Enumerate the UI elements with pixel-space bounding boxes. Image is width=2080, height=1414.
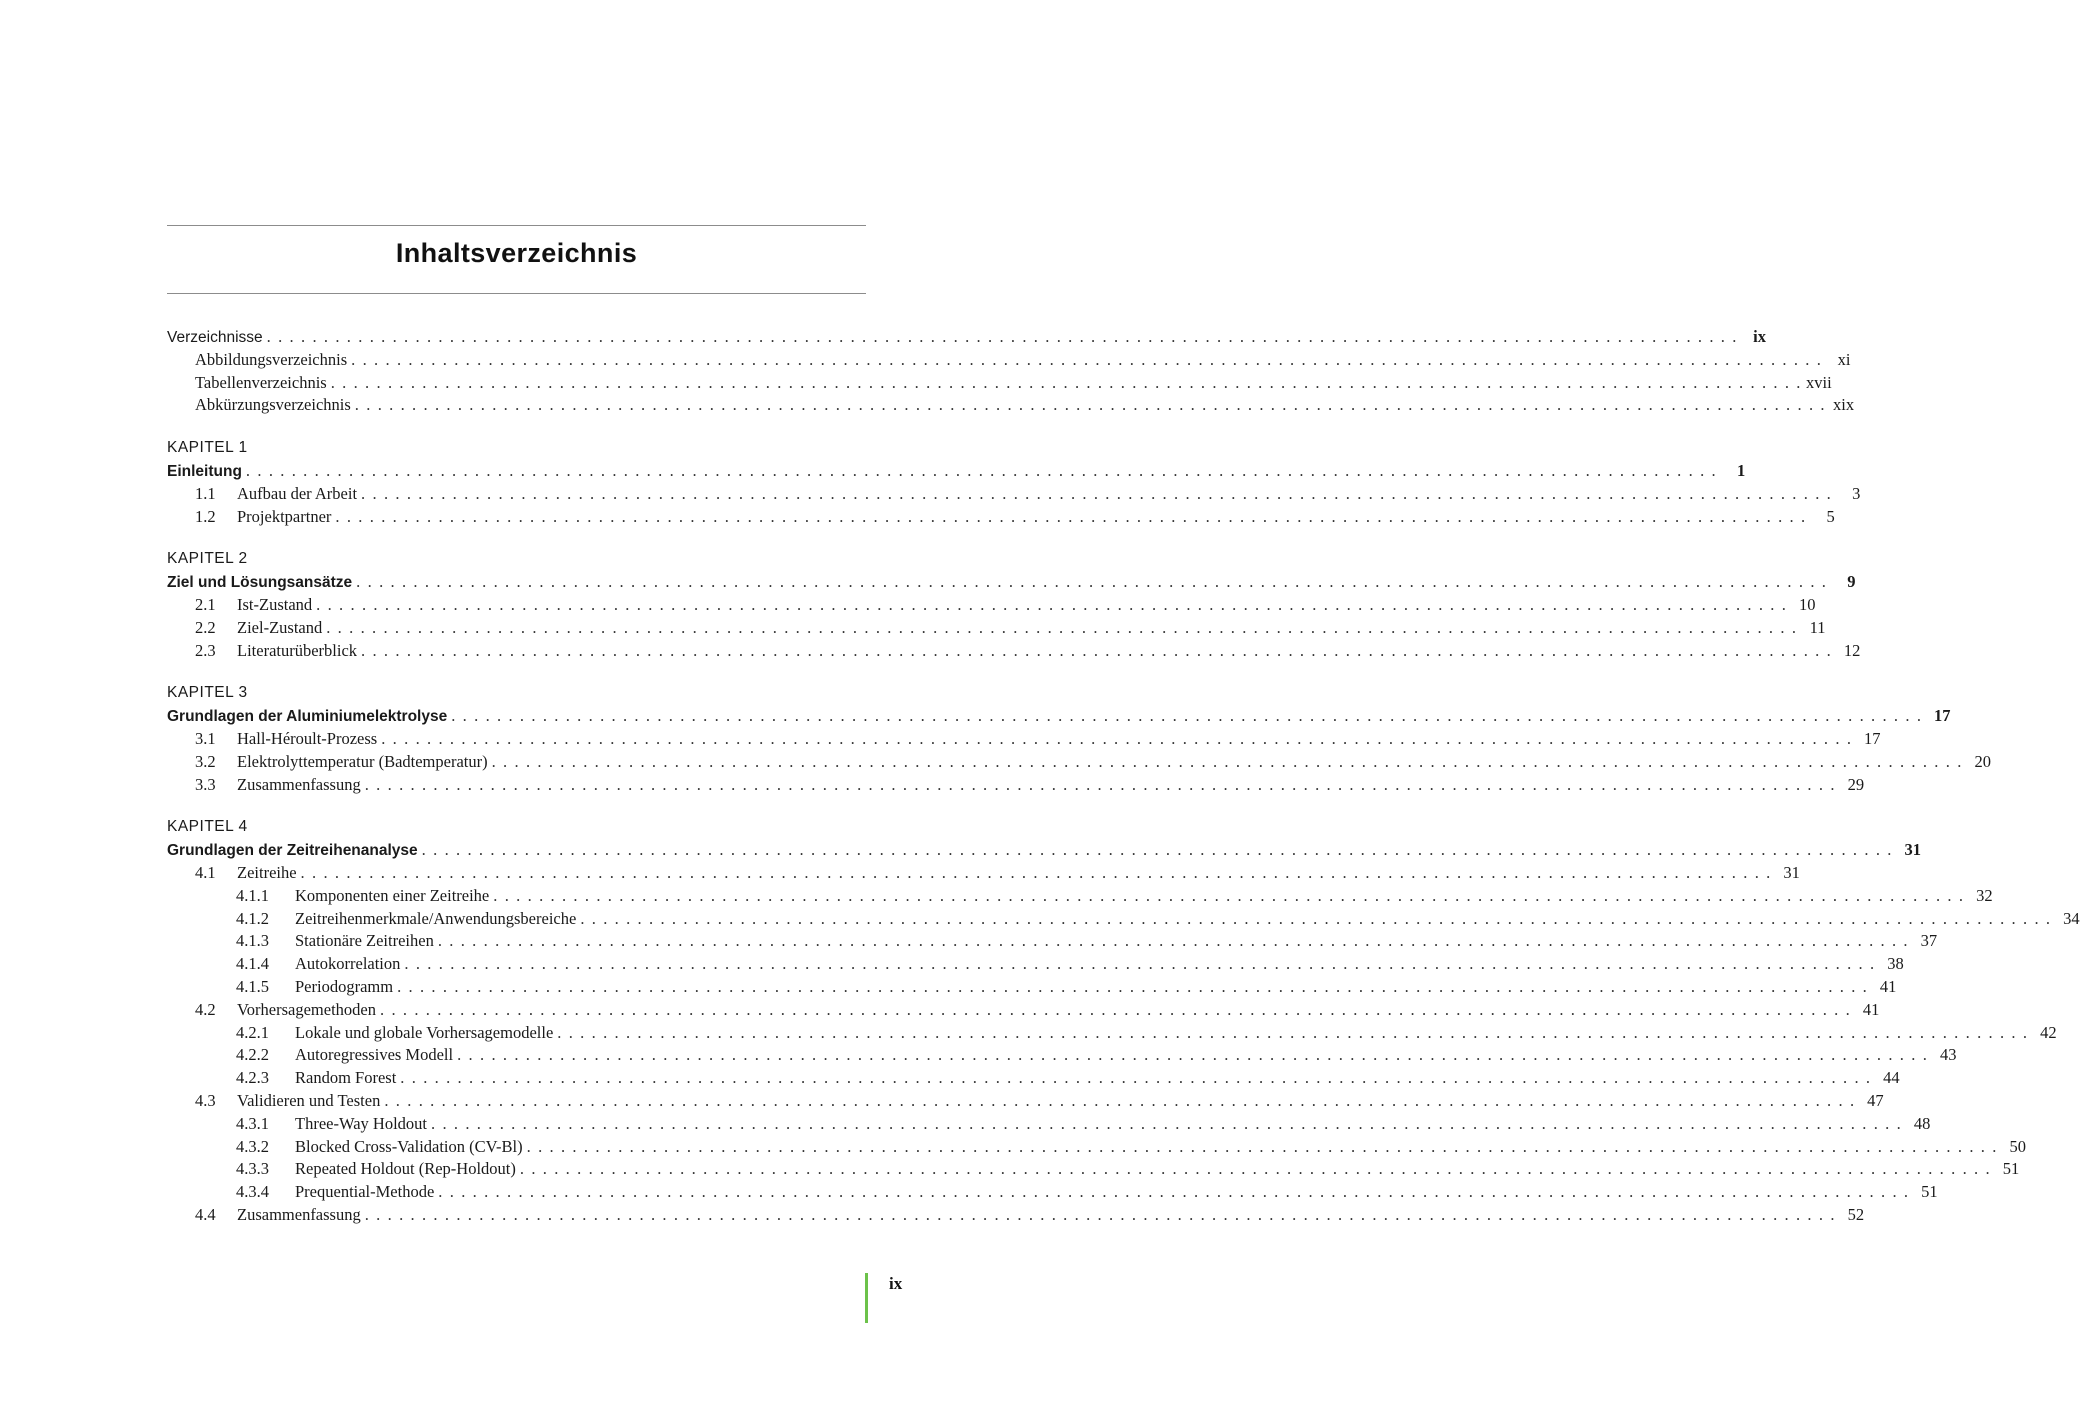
toc-entry-page: xix <box>1833 395 1855 415</box>
dot-leader: . . . . . . . . . . . . . . . . . . . . . . . . . . . . . . . . . . . . . . . . . . . . . . . . . . . . . . . . . . . . . . . . . . . . . . . . . . . . . . . . . . . . . . . . . . . . . . . . . . . . . . . . . . . . . . . . . . . . . . . . . . . . . . . . . <box>519 1159 1992 1179</box>
toc-entry-title: Komponenten einer Zeitreihe <box>295 885 490 905</box>
toc-entry-section[interactable] <box>167 1113 1931 1136</box>
dot-leader: . . . . . . . . . . . . . . . . . . . . . . . . . . . . . . . . . . . . . . . . . . . . . . . . . . . . . . . . . . . . . . . . . . . . . . . . . . . . . . . . . . . . . . . . . . . . . . . . . . . . . . . . . . . . . . . . . . . . . . . . . . . . . . . . . <box>300 862 1772 882</box>
toc-entry-page: 38 <box>1887 954 1904 974</box>
toc-entry-chapter[interactable] <box>167 705 1951 728</box>
toc-entry-section[interactable] <box>167 1067 1900 1090</box>
page-title: Inhaltsverzeichnis <box>395 238 638 268</box>
toc-entry-number: 4.2.1 <box>236 1022 269 1042</box>
toc-entry-page: 43 <box>1939 1045 1957 1065</box>
toc-entry-front-matter[interactable] <box>167 372 1832 395</box>
toc-entry-section[interactable] <box>167 617 1826 640</box>
dot-leader: . . . . . . . . . . . . . . . . . . . . . . . . . . . . . . . . . . . . . . . . . . . . . . . . . . . . . . . . . . . . . . . . . . . . . . . . . . . . . . . . . . . . . . . . . . . . . . . . . . . . . . . . . . . . . . . . . . . . . . . . . . . . . . . . . <box>384 1090 1856 1110</box>
dot-leader: . . . . . . . . . . . . . . . . . . . . . . . . . . . . . . . . . . . . . . . . . . . . . . . . . . . . . . . . . . . . . . . . . . . . . . . . . . . . . . . . . . . . . . . . . . . . . . . . . . . . . . . . . . . . . . . . . . . . . . . . . . . . . . . . . <box>381 728 1853 748</box>
toc-entry-page: 44 <box>1883 1068 1900 1088</box>
toc-entry-front-matter[interactable] <box>167 394 1855 417</box>
toc-entry-section[interactable] <box>167 953 1904 976</box>
dot-leader: . . . . . . . . . . . . . . . . . . . . . . . . . . . . . . . . . . . . . . . . . . . . . . . . . . . . . . . . . . . . . . . . . . . . . . . . . . . . . . . . . . . . . . . . . . . . . . . . . . . . . . . . . . . . . . . . . . . . . . . . . . . . . . . . . <box>361 640 1833 660</box>
toc-entry-section[interactable] <box>167 999 1880 1022</box>
dot-leader: . . . . . . . . . . . . . . . . . . . . . . . . . . . . . . . . . . . . . . . . . . . . . . . . . . . . . . . . . . . . . . . . . . . . . . . . . . . . . . . . . . . . . . . . . . . . . . . . . . . . . . . . . . . . . . . . . . . . . . . . . . . . . . . . . <box>326 617 1798 637</box>
toc-entry-title: Literaturüberblick <box>237 640 358 660</box>
dot-leader: . . . . . . . . . . . . . . . . . . . . . . . . . . . . . . . . . . . . . . . . . . . . . . . . . . . . . . . . . . . . . . . . . . . . . . . . . . . . . . . . . . . . . . . . . . . . . . . . . . . . . . . . . . . . . . . . . . . . . . . . . . . . . . . . . <box>351 349 1823 369</box>
toc-entry-page: 47 <box>1867 1090 1884 1110</box>
toc-entry-section[interactable] <box>167 908 2080 931</box>
toc-entry-number: 3.1 <box>195 728 216 748</box>
toc-entry-section[interactable] <box>167 1204 1865 1227</box>
toc-entry-section[interactable] <box>167 885 1993 908</box>
chapter-label: KAPITEL 1 <box>167 439 248 457</box>
dot-leader: . . . . . . . . . . . . . . . . . . . . . . . . . . . . . . . . . . . . . . . . . . . . . . . . . . . . . . . . . . . . . . . . . . . . . . . . . . . . . . . . . . . . . . . . . . . . . . . . . . . . . . . . . . . . . . . . . . . . . . . . . . . . . . . . . <box>245 460 1718 480</box>
chapter-page: 17 <box>1934 706 1951 726</box>
toc-entry-page: 34 <box>2063 908 2080 928</box>
toc-entry-page: 32 <box>1976 885 1993 905</box>
dot-leader: . . . . . . . . . . . . . . . . . . . . . . . . . . . . . . . . . . . . . . . . . . . . . . . . . . . . . . . . . . . . . . . . . . . . . . . . . . . . . . . . . . . . . . . . . . . . . . . . . . . . . . . . . . . . . . . . . . . . . . . . . . . . . . . . . <box>438 1182 1910 1202</box>
toc-entry-page: 50 <box>2009 1136 2026 1156</box>
toc-entry-title: Abkürzungsverzeichnis <box>195 395 351 415</box>
toc-entry-page: 29 <box>1847 774 1865 794</box>
toc-entry-number: 2.3 <box>195 640 216 660</box>
dot-leader: . . . . . . . . . . . . . . . . . . . . . . . . . . . . . . . . . . . . . . . . . . . . . . . . . . . . . . . . . . . . . . . . . . . . . . . . . . . . . . . . . . . . . . . . . . . . . . . . . . . . . . . . . . . . . . . . . . . . . . . . . . . . . . . . . <box>404 954 1876 974</box>
dot-leader: . . . . . . . . . . . . . . . . . . . . . . . . . . . . . . . . . . . . . . . . . . . . . . . . . . . . . . . . . . . . . . . . . . . . . . . . . . . . . . . . . . . . . . . . . . . . . . . . . . . . . . . . . . . . . . . . . . . . . . . . . . . . . . . . . <box>491 751 1963 771</box>
dot-leader: . . . . . . . . . . . . . . . . . . . . . . . . . . . . . . . . . . . . . . . . . . . . . . . . . . . . . . . . . . . . . . . . . . . . . . . . . . . . . . . . . . . . . . . . . . . . . . . . . . . . . . . . . . . . . . . . . . . . . . . . . . . . . . . . . <box>431 1113 1903 1133</box>
toc-entry-section[interactable] <box>167 728 1881 751</box>
toc-entry-section[interactable] <box>167 640 1861 663</box>
chapter-page: 1 <box>1737 460 1746 480</box>
title-rule-bottom <box>167 293 866 294</box>
dot-leader: . . . . . . . . . . . . . . . . . . . . . . . . . . . . . . . . . . . . . . . . . . . . . . . . . . . . . . . . . . . . . . . . . . . . . . . . . . . . . . . . . . . . . . . . . . . . . . . . . . . . . . . . . . . . . . . . . . . . . . . . . . . . . . . . . <box>397 976 1869 996</box>
dot-leader: . . . . . . . . . . . . . . . . . . . . . . . . . . . . . . . . . . . . . . . . . . . . . . . . . . . . . . . . . . . . . . . . . . . . . . . . . . . . . . . . . . . . . . . . . . . . . . . . . . . . . . . . . . . . . . . . . . . . . . . . . . . . . . . . . <box>354 395 1827 415</box>
toc-entry-title: Elektrolyttemperatur (Badtemperatur) <box>237 751 488 771</box>
toc-entry-section[interactable] <box>167 976 1897 999</box>
toc-entry-number: 2.2 <box>195 617 216 637</box>
toc-entry-title: Ist-Zustand <box>237 594 313 614</box>
toc-entry-chapter[interactable] <box>167 460 1746 483</box>
toc-entry-page: 12 <box>1843 640 1861 660</box>
toc-entry-title: Periodogramm <box>295 976 394 996</box>
toc-entry-title: Prequential-Methode <box>295 1182 435 1202</box>
toc-entry-page: 11 <box>1809 617 1826 637</box>
toc-entry-section[interactable] <box>167 1136 2026 1159</box>
dot-leader: . . . . . . . . . . . . . . . . . . . . . . . . . . . . . . . . . . . . . . . . . . . . . . . . . . . . . . . . . . . . . . . . . . . . . . . . . . . . . . . . . . . . . . . . . . . . . . . . . . . . . . . . . . . . . . . . . . . . . . . . . . . . . . . . . <box>526 1136 1998 1156</box>
dot-leader: . . . . . . . . . . . . . . . . . . . . . . . . . . . . . . . . . . . . . . . . . . . . . . . . . . . . . . . . . . . . . . . . . . . . . . . . . . . . . . . . . . . . . . . . . . . . . . . . . . . . . . . . . . . . . . . . . . . . . . . . . . . . . . . . . <box>451 706 1923 726</box>
toc-entry-front-matter[interactable] <box>167 349 1851 372</box>
toc-entry-number: 4.1 <box>195 862 216 882</box>
page-number: ix <box>889 1274 903 1293</box>
toc-entry-number: 4.4 <box>195 1204 216 1224</box>
dot-leader: . . . . . . . . . . . . . . . . . . . . . . . . . . . . . . . . . . . . . . . . . . . . . . . . . . . . . . . . . . . . . . . . . . . . . . . . . . . . . . . . . . . . . . . . . . . . . . . . . . . . . . . . . . . . . . . . . . . . . . . . . . . . . . . . . <box>421 840 1893 860</box>
chapter-title: Ziel und Lösungsansätze <box>167 574 353 592</box>
title-rule-top <box>167 225 866 226</box>
dot-leader: . . . . . . . . . . . . . . . . . . . . . . . . . . . . . . . . . . . . . . . . . . . . . . . . . . . . . . . . . . . . . . . . . . . . . . . . . . . . . . . . . . . . . . . . . . . . . . . . . . . . . . . . . . . . . . . . . . . . . . . . . . . . . . . . . <box>437 931 1910 951</box>
chapter-page: 9 <box>1847 572 1856 592</box>
toc-entry-number: 4.3.2 <box>236 1136 269 1156</box>
toc-entry-title: Validieren und Testen <box>237 1090 381 1110</box>
dot-leader: . . . . . . . . . . . . . . . . . . . . . . . . . . . . . . . . . . . . . . . . . . . . . . . . . . . . . . . . . . . . . . . . . . . . . . . . . . . . . . . . . . . . . . . . . . . . . . . . . . . . . . . . . . . . . . . . . . . . . . . . . . . . . . . . . <box>266 327 1738 346</box>
toc-entry-title: Vorhersagemethoden <box>237 999 376 1019</box>
page-number-bar <box>865 1273 868 1323</box>
toc-entry-page: 51 <box>1921 1182 1938 1202</box>
dot-leader: . . . . . . . . . . . . . . . . . . . . . . . . . . . . . . . . . . . . . . . . . . . . . . . . . . . . . . . . . . . . . . . . . . . . . . . . . . . . . . . . . . . . . . . . . . . . . . . . . . . . . . . . . . . . . . . . . . . . . . . . . . . . . . . . . <box>330 372 1803 392</box>
dot-leader: . . . . . . . . . . . . . . . . . . . . . . . . . . . . . . . . . . . . . . . . . . . . . . . . . . . . . . . . . . . . . . . . . . . . . . . . . . . . . . . . . . . . . . . . . . . . . . . . . . . . . . . . . . . . . . . . . . . . . . . . . . . . . . . . . <box>400 1068 1872 1088</box>
toc-entry-page: 10 <box>1798 594 1816 614</box>
dot-leader: . . . . . . . . . . . . . . . . . . . . . . . . . . . . . . . . . . . . . . . . . . . . . . . . . . . . . . . . . . . . . . . . . . . . . . . . . . . . . . . . . . . . . . . . . . . . . . . . . . . . . . . . . . . . . . . . . . . . . . . . . . . . . . . . . <box>364 1204 1837 1224</box>
toc-entry-number: 4.1.2 <box>236 908 269 928</box>
toc-entry-number: 1.1 <box>195 483 216 503</box>
chapter-title: Einleitung <box>167 462 242 480</box>
toc-entry-page: 51 <box>2002 1159 2020 1179</box>
chapter-title: Grundlagen der Zeitreihenanalyse <box>167 842 418 860</box>
toc-entry-section[interactable] <box>167 751 1991 774</box>
dot-leader: . . . . . . . . . . . . . . . . . . . . . . . . . . . . . . . . . . . . . . . . . . . . . . . . . . . . . . . . . . . . . . . . . . . . . . . . . . . . . . . . . . . . . . . . . . . . . . . . . . . . . . . . . . . . . . . . . . . . . . . . . . . . . . . . . <box>356 572 1828 592</box>
toc-entry-title: Random Forest <box>295 1068 397 1088</box>
chapter-label: KAPITEL 3 <box>167 684 248 702</box>
toc-entry-title: Blocked Cross-Validation (CV-Bl) <box>295 1136 523 1156</box>
toc-entry-number: 4.2 <box>195 999 216 1019</box>
toc-entry-title: Zeitreihenmerkmale/Anwendungsbereiche <box>295 908 577 928</box>
toc-entry-page: 42 <box>2040 1022 2057 1042</box>
toc-entry-number: 4.1.1 <box>236 885 269 905</box>
toc-entry-page: 17 <box>1864 728 1881 748</box>
toc-entry-title: Abbildungsverzeichnis <box>195 349 348 369</box>
toc-entry-section[interactable] <box>167 862 1800 885</box>
toc-entry-section[interactable] <box>167 1158 2020 1181</box>
toc-entry-section[interactable] <box>167 1022 2057 1045</box>
dot-leader: . . . . . . . . . . . . . . . . . . . . . . . . . . . . . . . . . . . . . . . . . . . . . . . . . . . . . . . . . . . . . . . . . . . . . . . . . . . . . . . . . . . . . . . . . . . . . . . . . . . . . . . . . . . . . . . . . . . . . . . . . . . . . . . . . <box>380 999 1852 1019</box>
toc-entry-title: Zusammenfassung <box>237 774 361 794</box>
toc-entry-title: Hall-Héroult-Prozess <box>237 728 378 748</box>
toc-entry-title: Zeitreihe <box>237 862 297 882</box>
toc-entry-page: xi <box>1837 349 1851 369</box>
toc-entry-number: 4.2.2 <box>236 1045 269 1065</box>
dot-leader: . . . . . . . . . . . . . . . . . . . . . . . . . . . . . . . . . . . . . . . . . . . . . . . . . . . . . . . . . . . . . . . . . . . . . . . . . . . . . . . . . . . . . . . . . . . . . . . . . . . . . . . . . . . . . . . . . . . . . . . . . . . . . . . . . <box>364 774 1837 794</box>
toc-entry-chapter[interactable] <box>167 839 1921 862</box>
toc-entry-page: 5 <box>1826 506 1835 526</box>
toc-entry-title: Autokorrelation <box>295 954 401 974</box>
toc-entry-page: xvii <box>1806 372 1832 392</box>
dot-leader: . . . . . . . . . . . . . . . . . . . . . . . . . . . . . . . . . . . . . . . . . . . . . . . . . . . . . . . . . . . . . . . . . . . . . . . . . . . . . . . . . . . . . . . . . . . . . . . . . . . . . . . . . . . . . . . . . . . . . . . . . . . . . . . . . <box>493 885 1965 905</box>
toc-entry-number: 4.1.3 <box>236 931 269 951</box>
toc-entry-number: 4.3.1 <box>236 1113 269 1133</box>
toc-entry-number: 2.1 <box>195 594 216 614</box>
toc-entry-title: Stationäre Zeitreihen <box>295 931 434 951</box>
toc-entry-number: 4.3 <box>195 1090 216 1110</box>
toc-entry-section[interactable] <box>167 1044 1957 1067</box>
toc-entry-number: 4.1.5 <box>236 976 269 996</box>
toc-entry-section[interactable] <box>167 483 1861 506</box>
chapter-page: 31 <box>1904 840 1921 860</box>
chapter-label: KAPITEL 4 <box>167 818 248 836</box>
toc-entry-title: Aufbau der Arbeit <box>237 483 358 503</box>
toc-entry-number: 1.2 <box>195 506 216 526</box>
toc-entry-section[interactable] <box>167 506 1835 529</box>
toc-entry-title: Projektpartner <box>237 506 332 526</box>
toc-entry-title: Autoregressives Modell <box>295 1045 454 1065</box>
toc-entry-page: 3 <box>1852 483 1861 503</box>
dot-leader: . . . . . . . . . . . . . . . . . . . . . . . . . . . . . . . . . . . . . . . . . . . . . . . . . . . . . . . . . . . . . . . . . . . . . . . . . . . . . . . . . . . . . . . . . . . . . . . . . . . . . . . . . . . . . . . . . . . . . . . . . . . . . . . . . <box>361 483 1833 503</box>
toc-entry-number: 4.1.4 <box>236 954 269 974</box>
toc-entry-number: 4.3.3 <box>236 1159 269 1179</box>
toc-entry-title: Lokale und globale Vorhersagemodelle <box>295 1022 554 1042</box>
dot-leader: . . . . . . . . . . . . . . . . . . . . . . . . . . . . . . . . . . . . . . . . . . . . . . . . . . . . . . . . . . . . . . . . . . . . . . . . . . . . . . . . . . . . . . . . . . . . . . . . . . . . . . . . . . . . . . . . . . . . . . . . . . . . . . . . . <box>457 1045 1929 1065</box>
toc-entry-chapter[interactable] <box>167 571 1856 594</box>
toc-entry-page: 20 <box>1974 751 1991 771</box>
toc-entry-number: 3.2 <box>195 751 216 771</box>
toc-entry-section[interactable] <box>167 1181 1938 1204</box>
dot-leader: . . . . . . . . . . . . . . . . . . . . . . . . . . . . . . . . . . . . . . . . . . . . . . . . . . . . . . . . . . . . . . . . . . . . . . . . . . . . . . . . . . . . . . . . . . . . . . . . . . . . . . . . . . . . . . . . . . . . . . . . . . . . . . . . . <box>316 594 1788 614</box>
toc-entry-number: 4.2.3 <box>236 1068 269 1088</box>
toc-entry-title: Zusammenfassung <box>237 1204 361 1224</box>
toc-entry-title: Ziel-Zustand <box>237 617 323 637</box>
chapter-title: Grundlagen der Aluminiumelektrolyse <box>167 708 448 726</box>
table-of-contents <box>167 326 2080 1227</box>
toc-entry-page: 41 <box>1862 999 1880 1019</box>
toc-entry-page: 41 <box>1879 976 1897 996</box>
toc-entry-page: 37 <box>1920 931 1938 951</box>
toc-entry-page: 31 <box>1783 862 1800 882</box>
toc-entry-title: Tabellenverzeichnis <box>195 372 327 392</box>
toc-entry-page: 48 <box>1913 1113 1931 1133</box>
toc-entry-section[interactable] <box>167 594 1816 617</box>
toc-entry-front-matter[interactable] <box>167 326 1766 349</box>
toc-entry-section[interactable] <box>167 930 1938 953</box>
dot-leader: . . . . . . . . . . . . . . . . . . . . . . . . . . . . . . . . . . . . . . . . . . . . . . . . . . . . . . . . . . . . . . . . . . . . . . . . . . . . . . . . . . . . . . . . . . . . . . . . . . . . . . . . . . . . . . . . . . . . . . . . . . . . . . . . . <box>335 506 1807 526</box>
toc-entry-number: 3.3 <box>195 774 216 794</box>
toc-entry-number: 4.3.4 <box>236 1182 269 1202</box>
toc-entry-page: ix <box>1753 327 1766 346</box>
toc-entry-section[interactable] <box>167 774 1865 797</box>
dot-leader: . . . . . . . . . . . . . . . . . . . . . . . . . . . . . . . . . . . . . . . . . . . . . . . . . . . . . . . . . . . . . . . . . . . . . . . . . . . . . . . . . . . . . . . . . . . . . . . . . . . . . . . . . . . . . . . . . . . . . . . . . . . . . . . . . <box>557 1022 2029 1042</box>
toc-entry-title: Verzeichnisse <box>167 329 263 346</box>
toc-entry-title: Three-Way Holdout <box>295 1113 427 1133</box>
chapter-label: KAPITEL 2 <box>167 550 248 568</box>
toc-entry-title: Repeated Holdout (Rep-Holdout) <box>295 1159 516 1179</box>
dot-leader: . . . . . . . . . . . . . . . . . . . . . . . . . . . . . . . . . . . . . . . . . . . . . . . . . . . . . . . . . . . . . . . . . . . . . . . . . . . . . . . . . . . . . . . . . . . . . . . . . . . . . . . . . . . . . . . . . . . . . . . . . . . . . . . . . <box>580 908 2052 928</box>
toc-entry-section[interactable] <box>167 1090 1884 1113</box>
toc-entry-page: 52 <box>1847 1204 1865 1224</box>
